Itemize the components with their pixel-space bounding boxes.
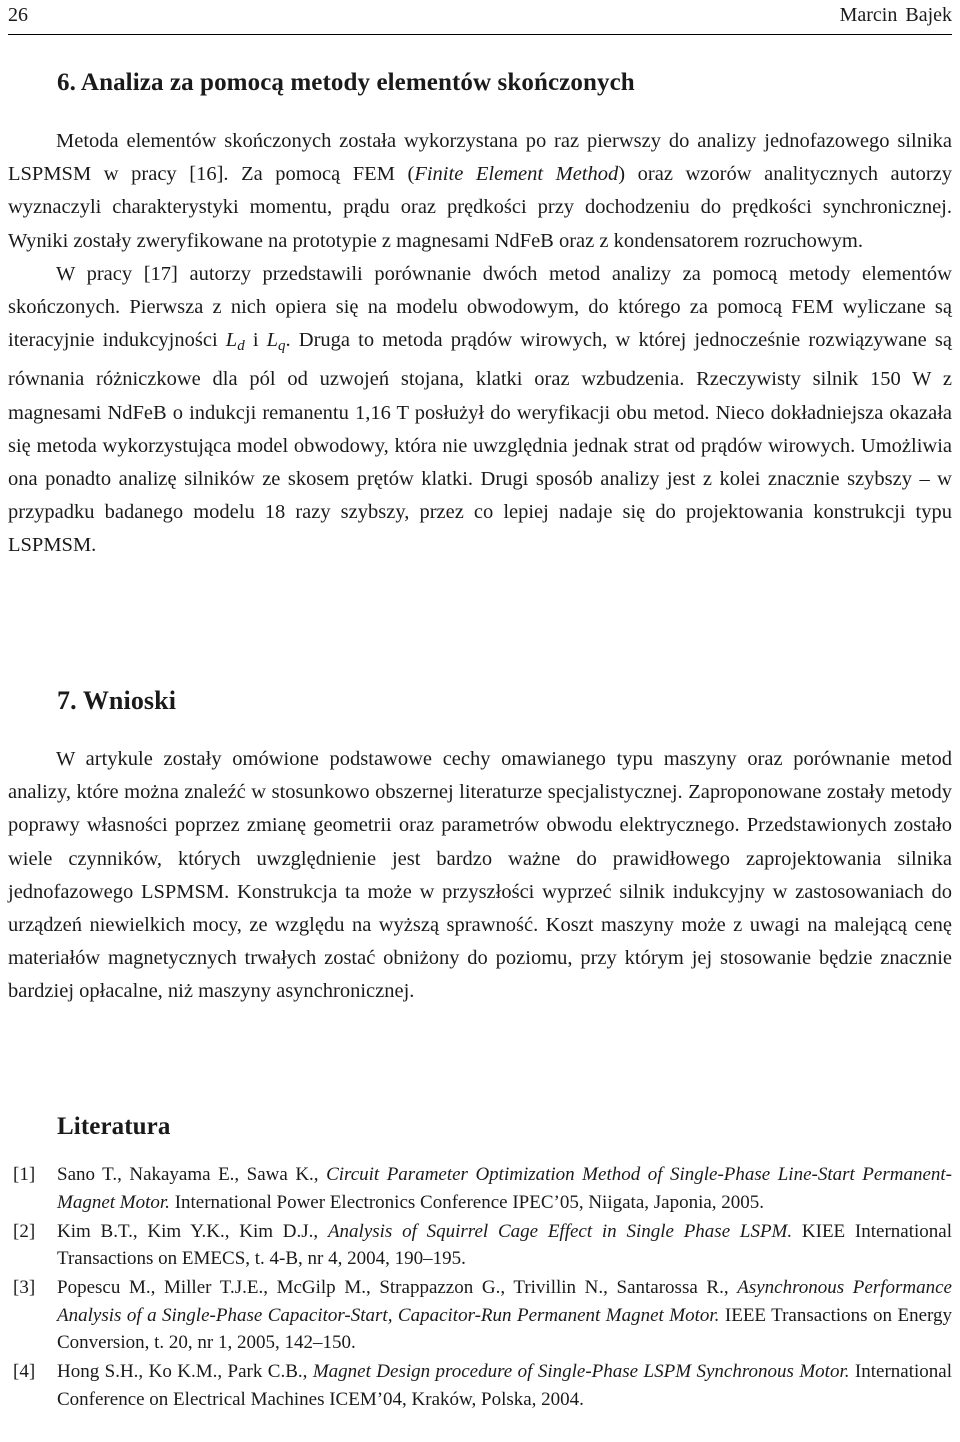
reference-number: [4]: [13, 1361, 36, 1382]
reference-item: [3] Popescu M., Miller T.J.E., McGilp M., Strappazzon G., Trivillin N., Santarossa R., Asynchronous Performance Analysis of a Single-Phase Capacitor-Start, Capacitor-Run Permanent Magnet Motor. IEEE Transactions on Energy Conversion, t. 20, nr 1, 2005, 142–150.: [8, 1274, 952, 1357]
section-heading-literatura: Literatura: [57, 1113, 171, 1140]
paragraph: Metoda elementów skończonych została wykorzystana po raz pierwszy do analizy jednofazowego silnika LSPMSM w pracy [16]. Za pomocą FEM (Finite Element Method) oraz wzorów analitycznych autorzy wyznaczyli charakterystyki momentu, prądu oraz prędkości przy dochodzeniu do prędkości synchronicznej. Wyniki zostały zweryfikowane na prototypie z magnesami NdFeB oraz z kondensatorem rozruchowym.: [8, 130, 953, 252]
section-6-body: [8, 125, 952, 563]
paragraph: W artykule zostały omówione podstawowe cechy omawianego typu maszyny oraz porównanie metod analizy, które można znaleźć w stosunkowo obszernej literaturze specjalistycznej. Zaproponowane zostały metody poprawy własności poprzez zmianę geometrii oraz parametrów obwodu elektrycznego. Przedstawionych zostało wiele czynników, których uwzględnienie jest bardzo ważne do prawidłowego zaprojektowania silnika jednofazowego LSPMSM. Konstrukcja ta może w przyszłości wyprzeć silnik indukcyjny w zastosowaniach do urządzeń niewielkich mocy, ze względu na wyższą sprawność. Koszt maszyny może z uwagi na malejącą cenę materiałów magnetycznych trwałych zostać obniżony do poziomu, przy którym jej stosowanie będzie znacznie bardziej opłacalne, niż maszyny asynchronicznej.: [8, 748, 952, 1003]
running-header: [8, 0, 952, 35]
reference-item: [2] Kim B.T., Kim Y.K., Kim D.J., Analysis of Squirrel Cage Effect in Single Phase LSPM. KIEE International Transactions on EMECS, t. 4-B, nr 4, 2004, 190–195.: [8, 1218, 952, 1273]
reference-item: [4] Hong S.H., Ko K.M., Park C.B., Magnet Design procedure of Single-Phase LSPM Synchronous Motor. International Conference on Electrical Machines ICEM’04, Kraków, Polska, 2004.: [8, 1358, 952, 1413]
running-author: Marcin Bajek: [839, 4, 952, 26]
section-heading-analiza: 6. Analiza za pomocą metody elementów skończonych: [57, 69, 635, 96]
reference-number: [2]: [13, 1220, 36, 1242]
reference-number: [1]: [13, 1164, 36, 1185]
section-7-body: [8, 743, 952, 1009]
reference-number: [3]: [13, 1277, 36, 1298]
section-heading-wnioski: 7. Wnioski: [57, 686, 177, 715]
page-number: 26: [8, 4, 28, 26]
reference-item: [1] Sano T., Nakayama E., Sawa K., Circuit Parameter Optimization Method of Single-Phase Line-Start Permanent-Magnet Motor. International Power Electronics Conference IPEC’05, Niigata, Japonia, 2005.: [8, 1161, 952, 1216]
paragraph: W pracy [17] autorzy przedstawili porównanie dwóch metod analizy za pomocą metody elementów skończonych. Pierwsza z nich opiera się na modelu obwodowym, do którego za pomocą FEM wyliczane są iteracyjnie indukcyjności $L_d$ i $L_q$. Druga to metoda prądów wirowych, w której jednocześnie rozwiązywane są równania różniczkowe dla pól od uzwojeń stojana, klatki oraz wzbudzenia. Rzeczywisty silnik 150 W z magnesami NdFeB o indukcji remanentu 1,16 T posłużył do weryfikacji obu metod. Nieco dokładniejsza okazała się metoda wykorzystująca model obwodowy, która nie uwzględnia jednak strat od prądów wirowych. Umożliwia ona ponadto analizę silników ze skosem prętów klatki. Drugi sposób analizy jest z kolei znacznie szybszy – w przypadku badanego modelu 18 razy szybszy, przez co lepiej nadaje się do projektowania konstrukcji typu LSPMSM.: [8, 262, 952, 557]
reference-list: [8, 1161, 952, 1415]
